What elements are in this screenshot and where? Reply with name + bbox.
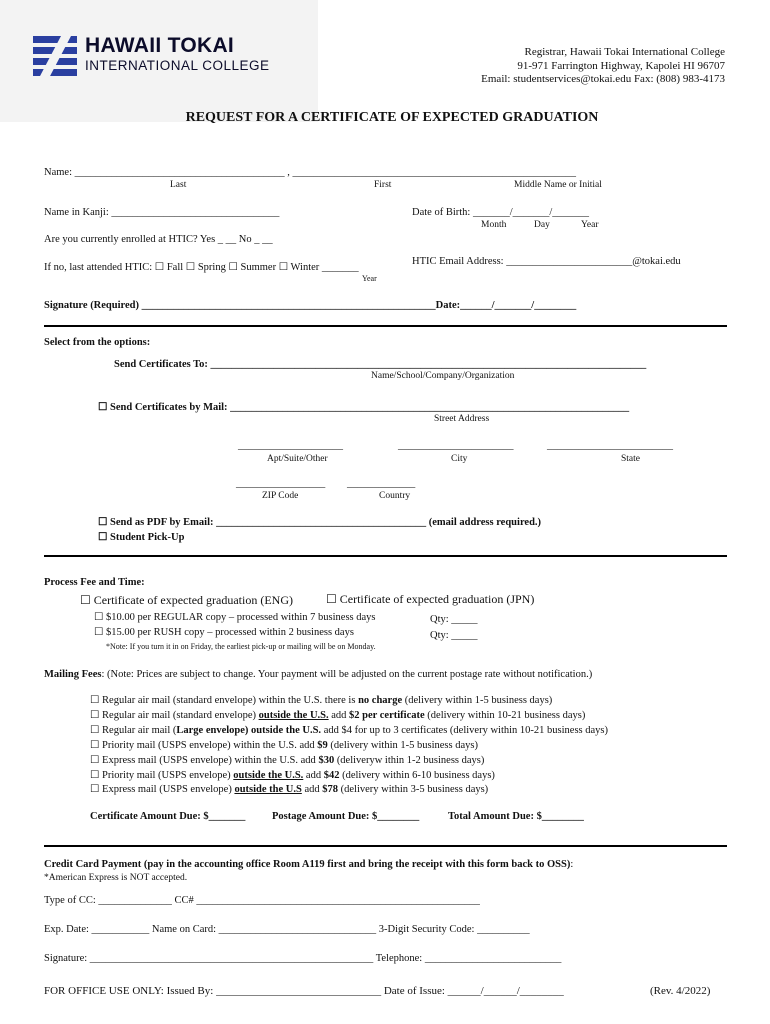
cc-type-number-field[interactable]: Type of CC: ______________ CC# ______________________________________________________ xyxy=(44,895,480,906)
mailing-option-outside: outside the U.S xyxy=(234,784,302,795)
mailing-option[interactable] xyxy=(90,783,488,795)
middle-name-label: Middle Name or Initial xyxy=(514,180,602,190)
kanji-name-field[interactable]: Name in Kanji: ________________________________ xyxy=(44,207,280,218)
office-use-field[interactable]: FOR OFFICE USE ONLY: Issued By: ______________________________ Date of Issue: ______/______/________ xyxy=(44,985,564,997)
amex-note: *American Express is NOT accepted. xyxy=(44,873,188,883)
section-divider xyxy=(44,845,727,847)
apt-field[interactable]: ____________________ xyxy=(238,440,343,451)
htic-email-field[interactable]: HTIC Email Address: ________________________@tokai.edu xyxy=(412,256,681,267)
zip-field[interactable]: _________________ xyxy=(236,478,326,489)
address-line: 91-971 Farrington Highway, Kapolei HI 96707 xyxy=(517,59,725,72)
rush-copy-checkbox[interactable]: ☐ $15.00 per RUSH copy – processed within 2 business days xyxy=(94,627,354,638)
mailing-option-add: add xyxy=(328,710,350,721)
credit-card-heading-text: Credit Card Payment (pay in the accounting office Room A119 first and bring the receipt with this form back to OSS) xyxy=(44,859,571,870)
mailing-option-detail: (delivery within 10-21 business days) xyxy=(424,710,586,721)
send-by-mail-checkbox[interactable]: ☐ Send Certificates by Mail: ____________________________________________________________________________ xyxy=(98,402,630,413)
jpn-certificate-checkbox[interactable]: ☐ Certificate of expected graduation (JPN) xyxy=(326,592,535,606)
dob-day-label: Day xyxy=(534,220,550,230)
address-line: Registrar, Hawaii Tokai International College xyxy=(524,46,725,58)
send-as-pdf-checkbox[interactable]: ☐ Send as PDF by Email: ________________________________________ (email address required.) xyxy=(98,517,542,528)
section-divider xyxy=(44,325,727,327)
logo-title: HAWAII TOKAI xyxy=(85,34,235,57)
mailing-option-detail: add $4 for up to 3 certificates (delivery within 10-21 business days) xyxy=(321,725,608,736)
college-logo-icon xyxy=(31,34,79,78)
first-name-label: First xyxy=(374,180,392,190)
mailing-option-outside: outside the U.S. xyxy=(233,770,304,781)
mailing-option[interactable] xyxy=(90,709,585,721)
country-label: Country xyxy=(379,491,411,501)
mailing-option-highlight: $2 per certificate xyxy=(349,710,425,721)
mailing-option-outside: outside the U.S. xyxy=(258,710,329,721)
last-attended-field[interactable]: If no, last attended HTIC: ☐ Fall ☐ Spring ☐ Summer ☐ Winter _______ xyxy=(44,262,359,273)
mailing-option-text: ☐ Regular air mail ( xyxy=(90,725,177,736)
postage-amount-field[interactable]: Postage Amount Due: $________ xyxy=(272,811,420,822)
certificate-amount-field[interactable]: Certificate Amount Due: $_______ xyxy=(90,811,246,822)
eng-certificate-checkbox[interactable]: ☐ Certificate of expected graduation (ENG) xyxy=(80,593,293,607)
mailing-option-highlight: $78 xyxy=(322,784,338,795)
rush-qty-field[interactable]: Qty: _____ xyxy=(430,630,478,641)
last-attended-year-label: Year xyxy=(362,274,377,283)
credit-card-heading-colon: : xyxy=(570,859,574,870)
send-to-label: Name/School/Company/Organization xyxy=(371,371,515,381)
mailing-option-text: ☐ Regular air mail (standard envelope) xyxy=(90,710,259,721)
section-divider xyxy=(44,555,727,557)
mailing-option-detail: (delivery within 1-5 business days) xyxy=(402,695,553,706)
mailing-option-highlight: no charge xyxy=(358,695,403,706)
date-of-birth-field[interactable]: Date of Birth: _______/_______/_______ xyxy=(412,207,590,218)
regular-copy-checkbox[interactable]: ☐ $10.00 per REGULAR copy – processed within 7 business days xyxy=(94,612,376,623)
enrolled-question[interactable]: Are you currently enrolled at HTIC? Yes _ __ No _ __ xyxy=(44,234,273,245)
dob-month-label: Month xyxy=(481,220,507,230)
exp-name-security-field[interactable]: Exp. Date: ___________ Name on Card: ______________________________ 3-Digit Security Code: __________ xyxy=(44,924,530,935)
student-pickup-checkbox[interactable]: ☐ Student Pick-Up xyxy=(98,532,185,543)
mailing-option-text: ☐ Express mail (USPS envelope) within the U.S. add xyxy=(90,755,319,766)
regular-qty-field[interactable]: Qty: _____ xyxy=(430,614,478,625)
city-label: City xyxy=(451,454,468,464)
signature-date-field[interactable]: Signature (Required) ________________________________________________________Date:______/_______/________ xyxy=(44,300,577,311)
mailing-fees-title: Mailing Fees xyxy=(44,669,102,680)
mailing-fees-heading xyxy=(44,669,592,680)
mailing-option[interactable] xyxy=(90,724,608,736)
mailing-option-text: ☐ Priority mail (USPS envelope) within the U.S. add xyxy=(90,740,318,751)
mailing-option[interactable] xyxy=(90,754,484,766)
city-field[interactable]: ______________________ xyxy=(398,440,514,451)
state-label: State xyxy=(621,454,640,464)
mailing-option-highlight: $30 xyxy=(318,755,335,766)
state-field[interactable]: ________________________ xyxy=(547,440,673,451)
country-field[interactable]: _____________ xyxy=(347,478,416,489)
signature-telephone-field[interactable]: Signature: ______________________________________________________ Telephone: __________________________ xyxy=(44,953,562,964)
logo-subtitle: INTERNATIONAL COLLEGE xyxy=(85,58,270,73)
mailing-option-text: ☐ Express mail (USPS envelope) xyxy=(90,784,235,795)
mailing-option-detail: (delivery within 3-5 business days) xyxy=(338,784,489,795)
mailing-option[interactable] xyxy=(90,694,552,706)
credit-card-heading xyxy=(44,859,573,870)
mailing-option-add: add xyxy=(301,784,323,795)
mailing-option-highlight: $9 xyxy=(317,740,328,751)
mailing-option-text: ☐ Priority mail (USPS envelope) xyxy=(90,770,234,781)
send-to-field[interactable]: Send Certificates To: ___________________________________________________________________________________ xyxy=(114,359,647,370)
process-fee-heading-text: Process Fee and Time: xyxy=(44,577,145,588)
apt-label: Apt/Suite/Other xyxy=(267,454,328,464)
dob-year-label: Year xyxy=(581,220,599,230)
form-title: REQUEST FOR A CERTIFICATE OF EXPECTED GRADUATION xyxy=(185,110,599,125)
friday-note: *Note: If you turn it in on Friday, the earliest pick-up or mailing will be on Monday. xyxy=(106,642,376,651)
mailing-option-detail: (delivery within 1-5 business days) xyxy=(327,740,478,751)
mailing-option[interactable] xyxy=(90,739,478,751)
mailing-option-detail: (delivery within 6-10 business days) xyxy=(339,770,495,781)
zip-label: ZIP Code xyxy=(262,491,299,501)
registrar-address xyxy=(481,46,725,87)
process-fee-heading xyxy=(44,577,145,588)
revision-label: (Rev. 4/2022) xyxy=(650,985,711,997)
mailing-option-detail: (deliveryw ithin 1-2 business days) xyxy=(334,755,485,766)
mailing-option-highlight: Large envelope) outside the U.S. xyxy=(176,725,322,736)
mailing-option-highlight: $42 xyxy=(323,770,340,781)
last-name-label: Last xyxy=(170,180,187,190)
name-field[interactable]: Name: ________________________________________ , ______________________________________________________ xyxy=(44,167,576,178)
options-heading: Select from the options: xyxy=(44,337,151,348)
mailing-fees-note: : (Note: Prices are subject to change. Your payment will be adjusted on the current postage rate without notification.) xyxy=(101,669,593,680)
mailing-option-text: ☐ Regular air mail (standard envelope) within the U.S. there is xyxy=(90,695,359,706)
mailing-option-add: add xyxy=(303,770,324,781)
address-line: Email: studentservices@tokai.edu Fax: (808) 983-4173 xyxy=(481,73,725,85)
street-address-label: Street Address xyxy=(434,414,490,424)
total-amount-field[interactable]: Total Amount Due: $________ xyxy=(448,811,584,822)
mailing-option[interactable] xyxy=(90,769,495,781)
